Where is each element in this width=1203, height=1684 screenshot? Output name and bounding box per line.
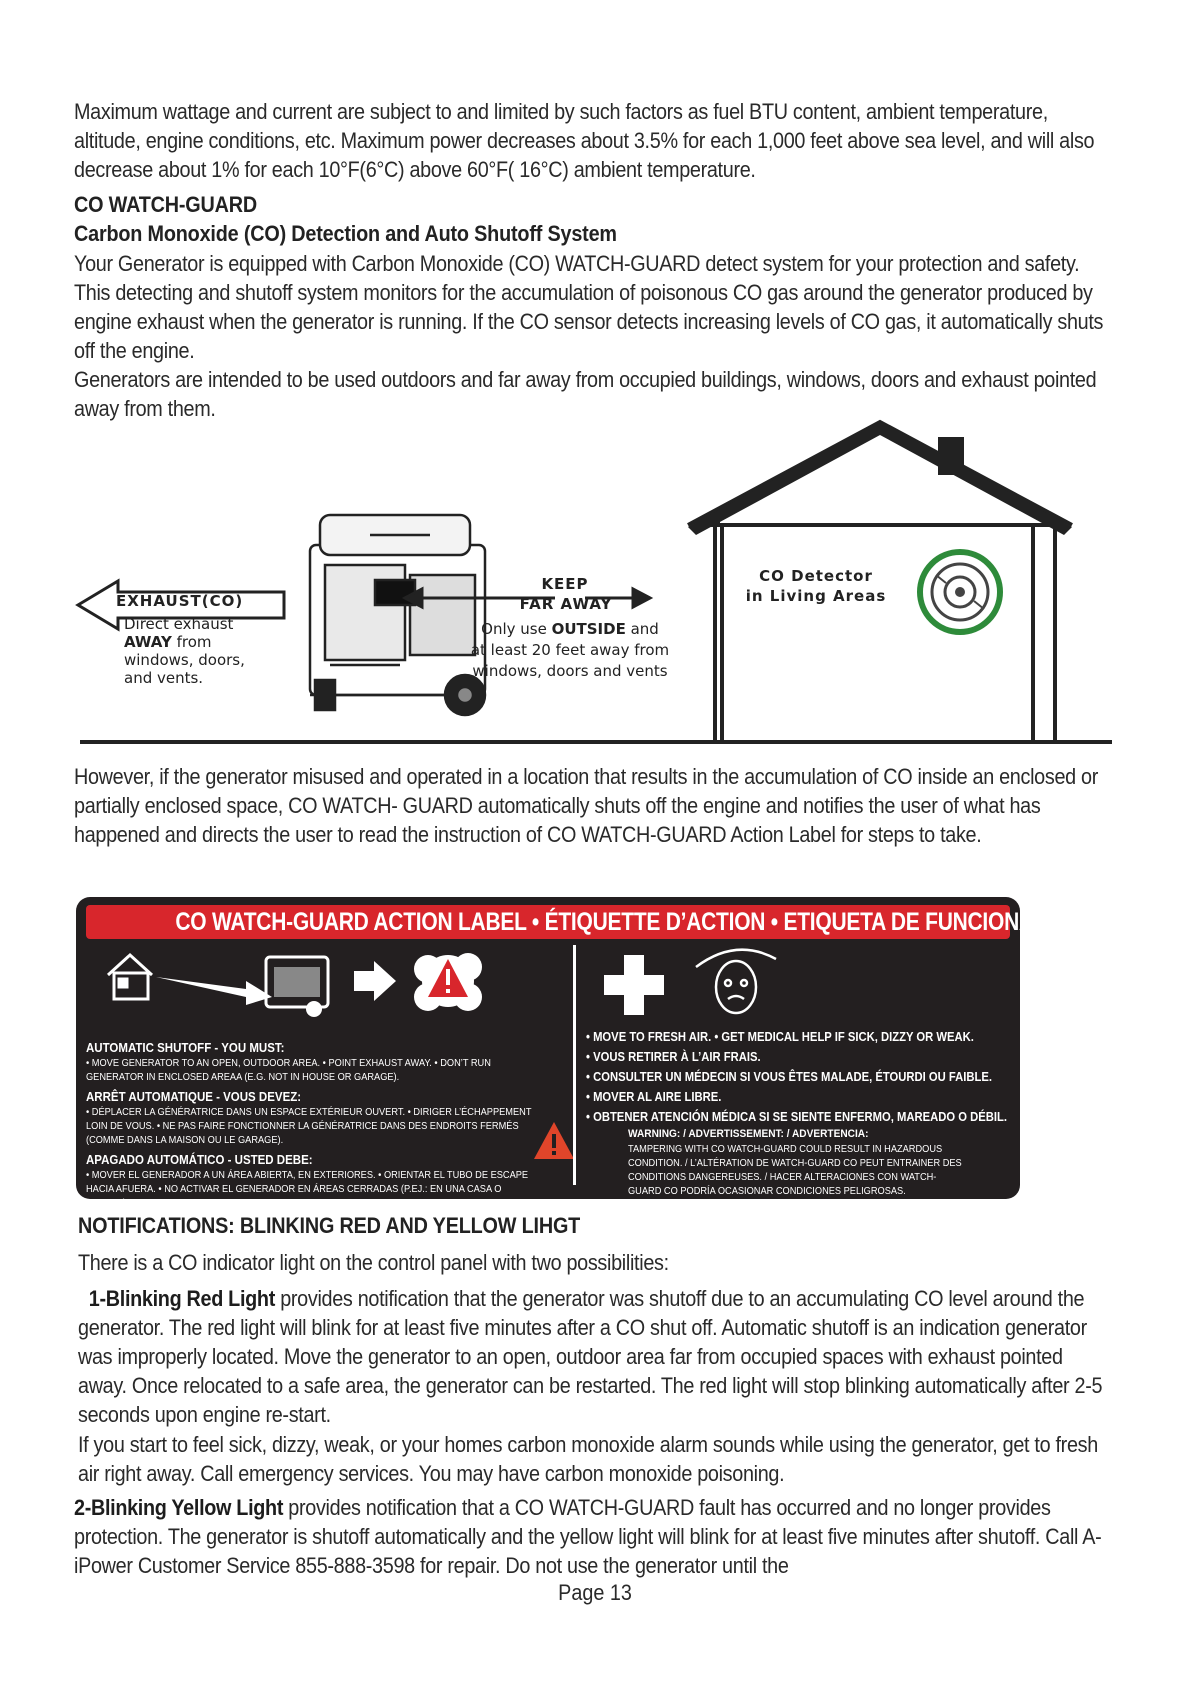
exhaust-note-away: AWAY [124,633,172,651]
roof [688,421,1072,535]
outside-note-outside: OUTSIDE [551,620,626,638]
section-paragraph-1: Your Generator is equipped with Carbon Monoxide (CO) WATCH-GUARD detect system for your protection and safety. This detecting and shutoff system monitors for the accumulation of poisonous CO gas around the generator produced by engine exhaust when the generator is running. If the CO sensor detects increasing levels of CO gas, it automatically shuts off the engine. [74,251,1104,363]
exhaust-label: EXHAUST(CO) [116,592,244,610]
section-title: CO WATCH-GUARD [74,192,257,217]
house-icon [108,955,152,999]
detector-label-line-2: in Living Areas [745,587,887,605]
right-bullet: • VOUS RETIRER À L’AIR FRAIS. [586,1050,761,1064]
outside-note-line-1 [450,619,690,640]
keep-label: KEEP [541,575,589,593]
yellow-light-text: provides notification that a CO WATCH-GUARD fault has occurred and no longer provides protection. The generator is shutoff automatically and the yellow light will blink for at least five minutes after shutoff. Call A-iPower Customer Service 855-888-3598 for repair. Do not use the generator until the [74,1495,1102,1578]
outside-note [450,619,690,682]
generator-small-icon [266,957,328,1017]
misuse-paragraph: However, if the generator misused and operated in a location that results in the accumulation of CO inside an enclosed or partially enclosed space, CO WATCH- GUARD automatically shuts off the engine and notifies the user of what has happened and directs the user to read the instruction of CO WATCH-GUARD Action Label for steps to take. [74,764,1099,847]
action-label [76,897,1114,1209]
right-bullet: • MOVE TO FRESH AIR. • GET MEDICAL HELP IF SICK, DIZZY OR WEAK. [586,1030,974,1044]
notifications-title: NOTIFICATIONS: BLINKING RED AND YELLOW LIHGT [78,1213,581,1238]
section-paragraph-2: Generators are intended to be used outdoors and far away from occupied buildings, windows, doors and exhaust pointed away from them. [74,367,1097,421]
exhaust-note-line-4: and vents. [124,669,204,687]
label-divider [573,945,576,1185]
first-aid-cross-icon [604,955,664,1015]
generator-icon [310,515,485,715]
label-left-column [86,1035,566,1210]
exhaust-note-line-2 [124,633,245,651]
action-label-title-text: CO WATCH-GUARD ACTION LABEL • ÉTIQUETTE D’ACTION • ETIQUETA DE FUNCIONAMIENTO [175,908,1114,936]
red-light-label: 1-Blinking Red Light [88,1286,276,1311]
red-light-paragraph [78,1284,1113,1429]
red-light-text: provides notification that the generator was shutoff due to an accumulating CO level around the generator. The red light will blink for at least five minutes after a CO shut off. Automatic shutoff is an indication generator was improperly located. Move the generator to an open, outdoor area far from occupied spaces with exhaust pointed away. Once relocated to a safe area, the generator can be restarted. The red light will stop blinking automatically after 2-5 seconds upon engine re-start. [78,1286,1103,1427]
right-arrow-icon [354,961,396,1001]
es-heading: APAGADO AUTOMÁTICO - USTED DEBE: [86,1153,313,1167]
en-text: • MOVE GENERATOR TO AN OPEN, OUTDOOR AREA. • POINT EXHAUST AWAY. • DON’T RUN GENERATOR IN ENCLOSED AREAA (E.G. NOT IN HOUSE OR GARAGE). [86,1057,491,1083]
sick-paragraph: If you start to feel sick, dizzy, weak, or your homes carbon monoxide alarm sounds while using the generator, get to fresh air right away. Call emergency services. You may have carbon monoxide poisoning. [78,1432,1098,1486]
detector-label [736,566,896,606]
page-number: Page 13 [558,1580,632,1605]
co-cloud-warning-icon [414,953,482,1011]
exhaust-note-from: from [171,633,212,651]
notifications-intro: There is a CO indicator light on the control panel with two possibilities: [78,1250,669,1275]
warning-block [628,1127,998,1198]
yellow-light-label: 2-Blinking Yellow Light [74,1495,284,1520]
co-detector-icon [920,552,1000,632]
detector-label-line-1: CO Detector [759,567,873,585]
warning-heading: WARNING: / ADVERTISSEMENT: / ADVERTENCIA: [628,1128,869,1140]
right-bullet: • OBTENER ATENCIÓN MÉDICA SI SE SIENTE ENFERMO, MAREADO O DÉBIL. [586,1110,1008,1124]
warning-text: TAMPERING WITH CO WATCH-GUARD COULD RESULT IN HAZARDOUS CONDITION. / L’ALTÉRATION DE WATCH-GUARD CO PEUT ENTRAINER DES CONDITIONS DANGEREUSES. / HACER ALTERACIONES CON WATCH-GUARD CO PODRÍA OCASIONAR CONDICIONES PELIGROSAS. [628,1143,962,1197]
es-text: • MOVER EL GENERADOR A UN ÁREA ABIERTA, EN EXTERIORES. • ORIENTAR EL TUBO DE ESCAPE HACIA AFUERA. • NO ACTIVAR EL GENERADOR EN ÁREAS CERRADAS (P.EJ.: EN UNA CASA O GARAJE). [86,1169,529,1209]
exhaust-note-line-3: windows, doors, [124,651,245,669]
right-bullet: • CONSULTER UN MÉDECIN SI VOUS ÊTES MALADE, ÉTOURDI OU FAIBLE. [586,1070,993,1084]
right-bullet: • MOVER AL AIRE LIBRE. [586,1090,722,1104]
intro-paragraph: Maximum wattage and current are subject to and limited by such factors as fuel BTU content, ambient temperature, altitude, engine conditions, etc. Maximum power decreases about 3.5% for each 1,000 feet above sea level, and will also decrease about 1% for each 10°F(6°C) above 60°F( 16°C) ambient temperature. [74,99,1095,182]
chimney [938,437,964,475]
placement-illustration [70,425,1120,755]
exhaust-note [124,615,245,687]
fr-heading: ARRÊT AUTOMATIQUE - VOUS DEVEZ: [86,1090,302,1104]
section-subtitle: Carbon Monoxide (CO) Detection and Auto Shutoff System [74,221,617,246]
outside-note-line-2: at least 20 feet away from [470,641,670,659]
far-away-label: FAR AWAY [519,595,613,613]
yellow-light-paragraph [74,1493,1109,1580]
outside-note-and: and [625,620,659,638]
move-arrow-icon [156,977,272,1005]
exhaust-note-line-1: Direct exhaust [124,615,234,633]
outside-note-line-3: windows, doors and vents [472,662,668,680]
en-heading: AUTOMATIC SHUTOFF - YOU MUST: [86,1041,285,1055]
fr-text: • DÉPLACER LA GÉNÉRATRICE DANS UN ESPACE EXTÉRIEUR OUVERT. • DIRIGER L’ÉCHAPPEMENT LOIN DE VOUS. • NE PAS FAIRE FONCTIONNER LA GÉNÉRATRICE DANS DES ENDROITS FERMÉS (COMME DANS LA MAISON OU LE GARAGE). [86,1106,532,1146]
label-right-column [586,1027,1006,1127]
dizzy-face-icon [696,950,776,1013]
outside-note-only: Only use [481,620,552,638]
